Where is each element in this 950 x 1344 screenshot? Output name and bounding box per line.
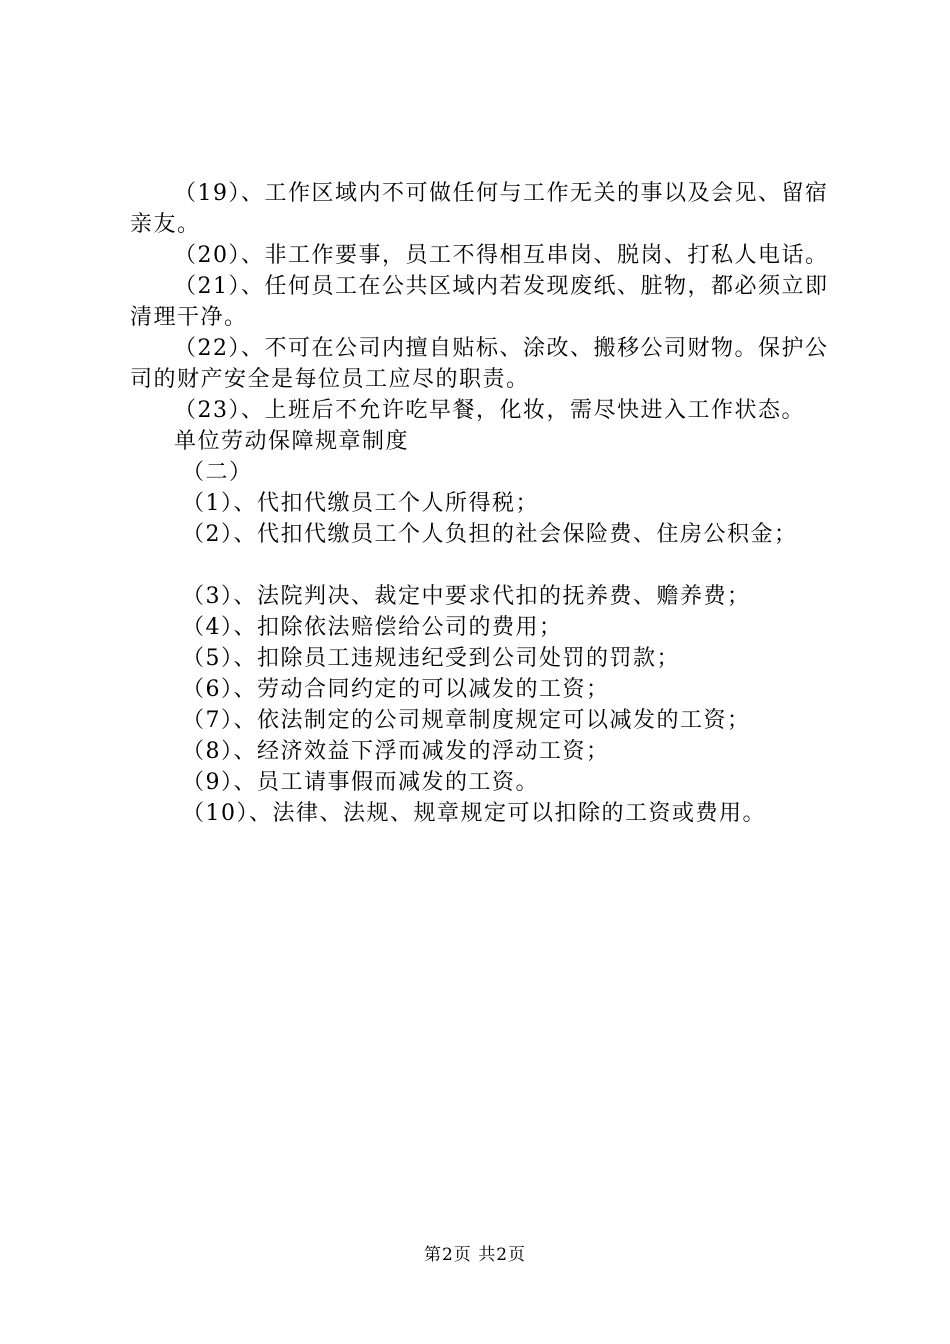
rule-20: （20）、非工作要事，员工不得相互串岗、脱岗、打私人电话。 — [174, 243, 829, 268]
blank-line — [130, 550, 850, 581]
deduction-item-3: （3）、法院判决、裁定中要求代扣的抚养费、赡养费； — [182, 584, 751, 609]
deduction-item-4: （4）、扣除依法赔偿给公司的费用； — [182, 615, 563, 640]
deduction-item-1: （1）、代扣代缴员工个人所得税； — [182, 491, 539, 516]
deduction-item-8: （8）、经济效益下浮而减发的浮动工资； — [182, 739, 610, 764]
section-subtitle: （二） — [182, 460, 253, 485]
rule-21: （21）、任何员工在公共区域内若发现废纸、脏物，都必须立即清理干净。 — [130, 274, 829, 330]
rule-23: （23）、上班后不允许吃早餐，化妆，需尽快进入工作状态。 — [174, 398, 805, 423]
deduction-item-6: （6）、劳动合同约定的可以减发的工资； — [182, 677, 610, 702]
deduction-item-9: （9）、员工请事假而减发的工资。 — [182, 770, 539, 795]
rule-19: （19）、工作区域内不可做任何与工作无关的事以及会见、留宿亲友。 — [130, 181, 829, 237]
deduction-item-5: （5）、扣除员工违规违纪受到公司处罚的罚款； — [182, 646, 680, 671]
deduction-item-10: （10）、法律、法规、规章规定可以扣除的工资或费用。 — [182, 801, 766, 826]
deduction-item-2: （2）、代扣代缴员工个人负担的社会保险费、住房公积金； — [182, 522, 798, 547]
deduction-item-7: （7）、依法制定的公司规章制度规定可以减发的工资； — [182, 708, 751, 733]
section-title: 单位劳动保障规章制度 — [174, 429, 410, 454]
document-body — [130, 178, 850, 829]
page-footer: 第2页 共2页 — [423, 1245, 527, 1265]
rule-22: （22）、不可在公司内擅自贴标、涂改、搬移公司财物。保护公司的财产安全是每位员工应尽的职责。 — [130, 336, 829, 392]
